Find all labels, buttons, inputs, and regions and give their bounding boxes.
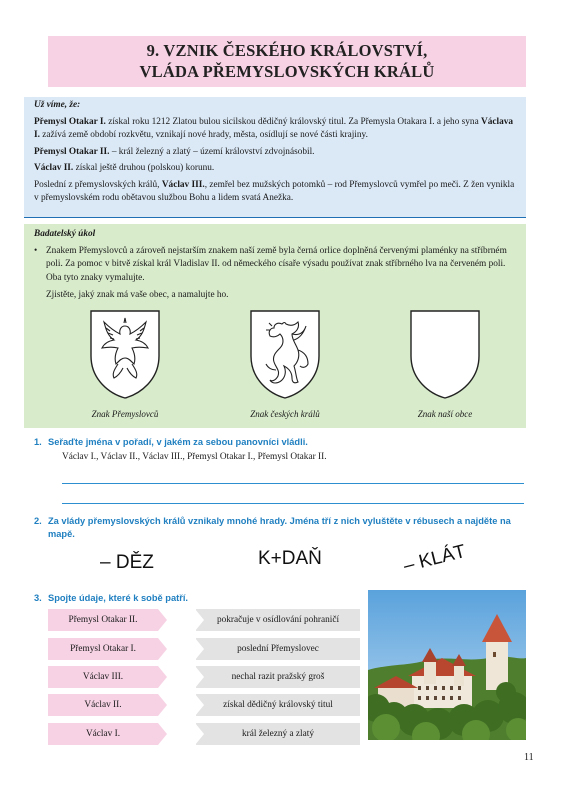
task-2-number: 2. xyxy=(34,516,42,526)
match-name-1[interactable]: Přemysl Otakar II. xyxy=(48,609,158,631)
p4-text-1: Poslední z přemyslovských králů, xyxy=(34,179,162,190)
czech-lion-shield[interactable] xyxy=(248,308,322,400)
name-premysl-otakar-i: Přemysl Otakar I. xyxy=(34,116,106,127)
empty-municipal-shield[interactable] xyxy=(408,308,482,400)
bullet-mark: • xyxy=(34,245,38,256)
chapter-title-line-2: VLÁDA PŘEMYSLOVSKÝCH KRÁLŮ xyxy=(139,62,435,81)
rebus-1: – DĚZ xyxy=(100,552,154,573)
match-name-2[interactable]: Přemysl Otakar I. xyxy=(48,638,158,660)
task-3-title xyxy=(34,592,334,605)
name-premysl-otakar-ii: Přemysl Otakar II. xyxy=(34,146,110,157)
match-name-5[interactable]: Václav I. xyxy=(48,723,158,745)
match-fact-2[interactable]: poslední Přemyslovec xyxy=(196,638,360,660)
match-name-3[interactable]: Václav III. xyxy=(48,666,158,688)
castle-photo xyxy=(368,590,526,740)
match-fact-1[interactable]: pokračuje v osídlování pohraničí xyxy=(196,609,360,631)
match-fact-4[interactable]: získal dědičný královský titul xyxy=(196,694,360,716)
task-3-text: Spojte údaje, které k sobě patří. xyxy=(48,593,189,603)
research-bullet-item xyxy=(34,245,516,286)
research-heading: Badatelský úkol xyxy=(34,229,96,239)
name-vaclav-ii: Václav II. xyxy=(34,163,74,173)
research-text: Znakem Přemyslovců a zároveň nejstarším znakem naší země byla černá orlice doplněná červenými plaménky na stříbrném poli. Za pomoc v bitvě získal král Vladislav II. od německého císaře výsadu používat znak stříbrného lva na červeném poli. Oba tyto znaky vymalujte. xyxy=(46,245,507,283)
already-know-paragraph-2 xyxy=(34,146,516,160)
p1-text-1: získal roku 1212 Zlatou bulou sicilskou dědičný královský titul. Za Přemysla Otakara I. a jeho syna xyxy=(105,116,482,127)
name-vaclav-iii: Václav III. xyxy=(161,179,205,190)
rebus-2: K+DAŇ xyxy=(258,548,322,569)
p2-text: – král železný a zlatý – území království zdvojnásobil. xyxy=(109,146,315,157)
chapter-title-line-1: 9. VZNIK ČESKÉHO KRÁLOVSTVÍ, xyxy=(146,41,428,60)
caption-czech-kings-shield: Znak českých králů xyxy=(250,409,320,419)
rebus-3: – KLÁT xyxy=(401,540,468,577)
match-name-4[interactable]: Václav II. xyxy=(48,694,158,716)
task-1-names: Václav I., Václav II., Václav III., Přemysl Otakar I., Přemysl Otakar II. xyxy=(62,452,327,462)
p1-text-2: zažívá země období rozkvětu, vznikají nové hrady, města, osídlují se nové části krajiny. xyxy=(39,130,368,140)
p4-text-2: , zemřel bez mužských potomků – rod Přemyslovců vymřel po meči. Z žen vynikla v přemyslovském rodu obětavou službou Bohu a lidem svatá Anežka. xyxy=(34,179,515,203)
task-3-number: 3. xyxy=(34,593,42,603)
already-know-paragraph-3 xyxy=(34,162,516,176)
p3-text: získal ještě druhou (polskou) korunu. xyxy=(73,163,215,173)
task-1-number: 1. xyxy=(34,437,42,447)
already-know-box xyxy=(24,97,526,218)
match-fact-3[interactable]: nechal razit pražský groš xyxy=(196,666,360,688)
name-vaclav-i: Václava I. xyxy=(34,116,514,140)
already-know-paragraph-1 xyxy=(34,116,516,143)
already-know-paragraph-4 xyxy=(34,179,516,206)
task-1-answer-line-1[interactable] xyxy=(62,483,524,484)
research-note: Zjistěte, jaký znak má vaše obec, a namalujte ho. xyxy=(46,290,229,300)
task-2-text: Za vlády přemyslovských králů vznikaly mnohé hrady. Jména tří z nich vyluštěte v rébusech a najděte na mapě. xyxy=(48,516,511,539)
task-1-answer-line-2[interactable] xyxy=(62,503,524,504)
task-2-title xyxy=(34,515,526,540)
caption-premyslid-shield: Znak Přemyslovců xyxy=(91,409,159,419)
already-know-heading: Už víme, že: xyxy=(34,100,81,110)
task-1-text: Seřaďte jména v pořadí, v jakém za sebou panovníci vládli. xyxy=(48,437,308,447)
premyslid-eagle-shield[interactable] xyxy=(88,308,162,400)
task-1-title xyxy=(34,436,504,449)
caption-our-municipality-shield: Znak naší obce xyxy=(417,409,473,419)
page-number: 11 xyxy=(524,752,534,763)
chapter-title-box xyxy=(48,36,526,87)
match-fact-5[interactable]: král železný a zlatý xyxy=(196,723,360,745)
